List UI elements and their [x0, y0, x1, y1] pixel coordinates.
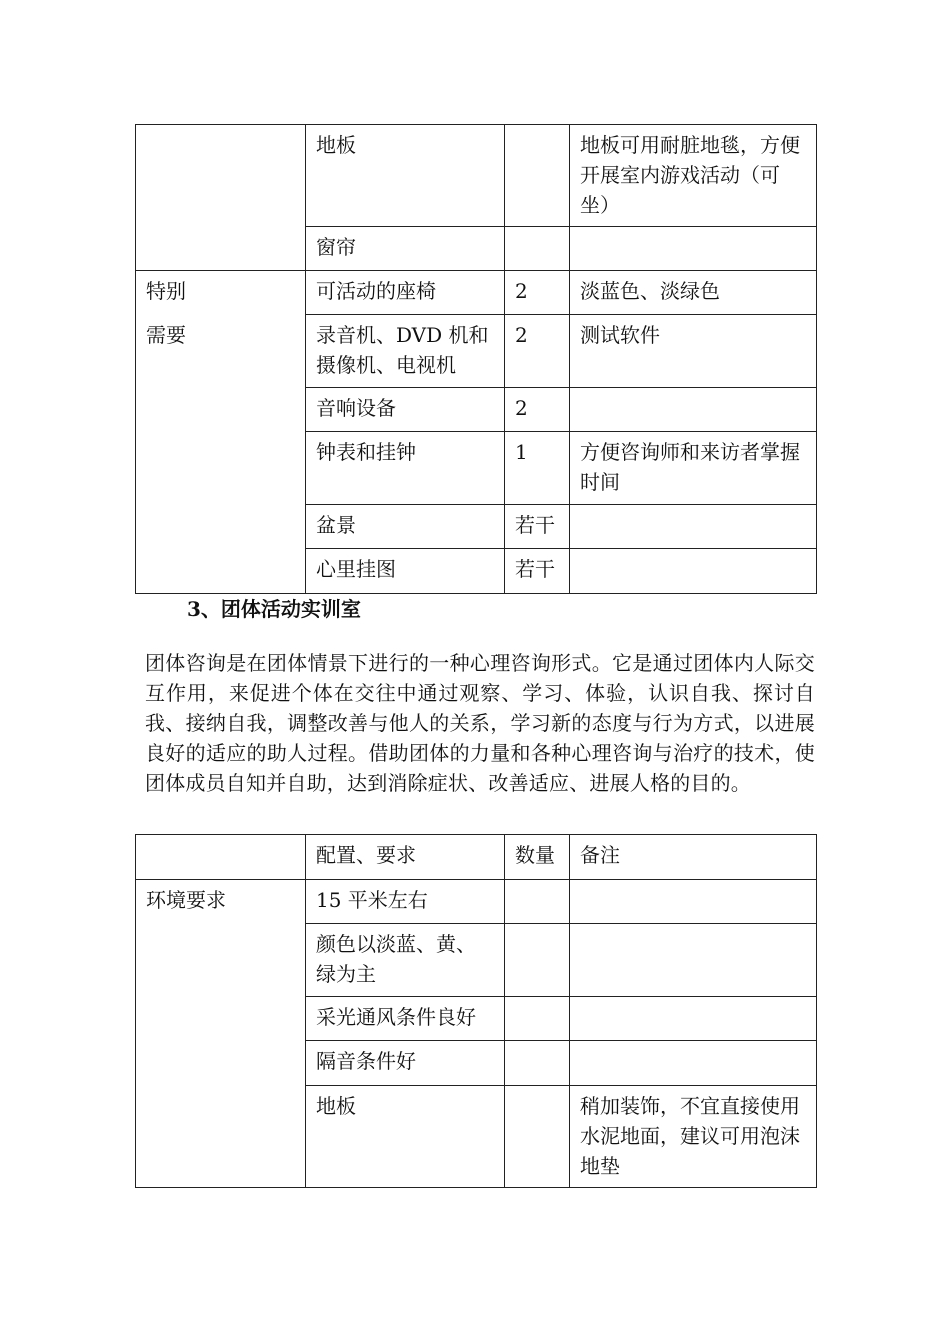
item-cell: 钟表和挂钟: [306, 432, 505, 505]
note-cell: [570, 549, 817, 594]
note-cell: [570, 388, 817, 432]
item-cell: 颜色以淡蓝、黄、绿为主: [306, 924, 505, 997]
item-cell: 15 平米左右: [306, 880, 505, 924]
item-cell: 隔音条件好: [306, 1041, 505, 1086]
note-cell: [570, 924, 817, 997]
header-qty-cell: 数量: [505, 835, 570, 880]
item-cell: 盆景: [306, 505, 505, 549]
qty-cell: [505, 997, 570, 1041]
qty-cell: 若干: [505, 549, 570, 594]
qty-cell: 2: [505, 315, 570, 388]
qty-cell: [505, 227, 570, 271]
qty-cell: [505, 924, 570, 997]
section-paragraph: 团体咨询是在团体情景下进行的一种心理咨询形式。它是通过团体内人际交互作用，来促进个体在交往中通过观察、学习、体验，认识自我、探讨自我、接纳自我，调整改善与他人的关系，学习新的态度与行为方式，以进展良好的适应的助人过程。借助团体的力量和各种心理咨询与治疗的技术，使团体成员自知并自助，达到消除症状、改善适应、进展人格的目的。: [145, 651, 815, 795]
note-cell: 淡蓝色、淡绿色: [570, 271, 817, 315]
qty-cell: [505, 880, 570, 924]
qty-cell: 2: [505, 388, 570, 432]
equipment-table-1: [135, 124, 817, 594]
qty-cell: 若干: [505, 505, 570, 549]
note-cell: [570, 880, 817, 924]
note-cell: [570, 1041, 817, 1086]
note-cell: 稍加装饰，不宜直接使用水泥地面，建议可用泡沫地垫: [570, 1086, 817, 1188]
header-note-cell: 备注: [570, 835, 817, 880]
item-cell: 心里挂图: [306, 549, 505, 594]
category-cell: [136, 271, 306, 594]
table-row: [136, 125, 817, 227]
category-line-2: 需要: [146, 323, 186, 347]
item-cell: 采光通风条件良好: [306, 997, 505, 1041]
item-cell: 地板: [306, 1086, 505, 1188]
item-cell: 窗帘: [306, 227, 505, 271]
equipment-table-2: [135, 834, 817, 1188]
item-cell: 地板: [306, 125, 505, 227]
table-row: [136, 880, 817, 924]
qty-cell: 2: [505, 271, 570, 315]
item-cell: 可活动的座椅: [306, 271, 505, 315]
category-line-1: 特别: [146, 279, 186, 303]
qty-cell: [505, 1041, 570, 1086]
note-cell: [570, 997, 817, 1041]
note-cell: 地板可用耐脏地毯，方便开展室内游戏活动（可坐）: [570, 125, 817, 227]
header-blank-cell: [136, 835, 306, 880]
qty-cell: [505, 1086, 570, 1188]
table-header-row: [136, 835, 817, 880]
note-cell: 测试软件: [570, 315, 817, 388]
table-row: [136, 271, 817, 315]
note-cell: [570, 227, 817, 271]
note-cell: [570, 505, 817, 549]
category-cell: [136, 125, 306, 271]
qty-cell: 1: [505, 432, 570, 505]
item-cell: 录音机、DVD 机和摄像机、电视机: [306, 315, 505, 388]
category-cell: 环境要求: [136, 880, 306, 1188]
item-cell: 音响设备: [306, 388, 505, 432]
section-heading: 3、团体活动实训室: [187, 597, 361, 621]
note-cell: 方便咨询师和来访者掌握时间: [570, 432, 817, 505]
qty-cell: [505, 125, 570, 227]
header-config-cell: 配置、要求: [306, 835, 505, 880]
